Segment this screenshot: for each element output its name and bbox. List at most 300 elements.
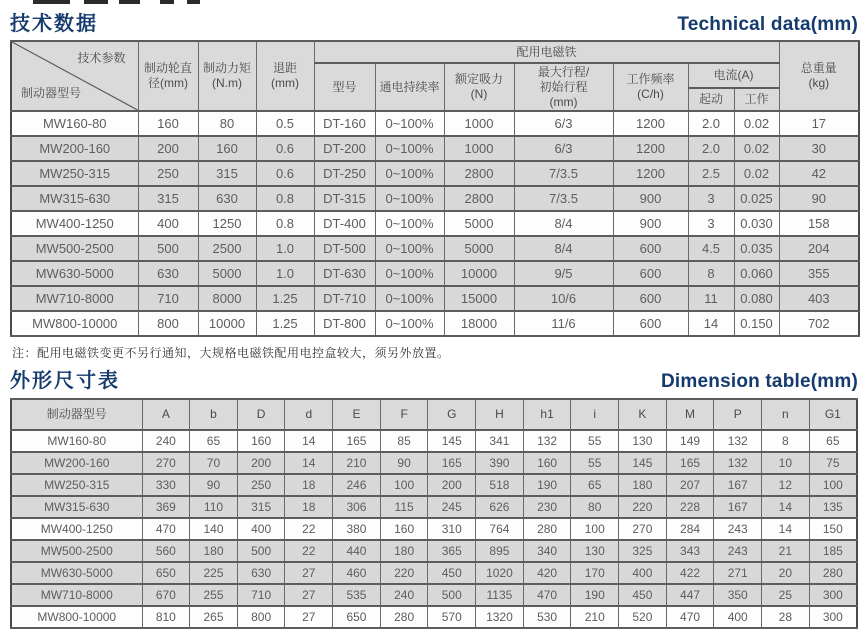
value-cell: 630 (138, 261, 198, 286)
section1-title-en: Technical data(mm) (677, 14, 858, 35)
tech-table-body (11, 111, 859, 336)
value-cell: 5000 (444, 236, 514, 261)
value-cell: 600 (613, 261, 688, 286)
value-cell: 207 (666, 474, 714, 496)
value-cell: DT-800 (314, 311, 375, 336)
col-header-working-frequency: 工作频率(C/h) (613, 63, 688, 111)
col-header-braking-torque: 制动力矩(N.m) (198, 41, 256, 111)
value-cell: 460 (333, 562, 381, 584)
value-cell: 470 (666, 606, 714, 628)
col-header-max-initial-stroke: 最大行程/初始行程(mm) (514, 63, 613, 111)
value-cell: 20 (762, 562, 810, 584)
brake-model-cell: MW250-315 (11, 161, 138, 186)
value-cell: 8/4 (514, 236, 613, 261)
dim-col-header: K (619, 399, 667, 430)
value-cell: 70 (190, 452, 238, 474)
value-cell: 520 (619, 606, 667, 628)
value-cell: 132 (523, 430, 571, 452)
value-cell: 85 (380, 430, 428, 452)
value-cell: 702 (779, 311, 859, 336)
value-cell: 18000 (444, 311, 514, 336)
value-cell: 440 (333, 540, 381, 562)
value-cell: 0.030 (734, 211, 779, 236)
dim-col-header: n (762, 399, 810, 430)
brake-model-cell: MW400-1250 (11, 211, 138, 236)
value-cell: 270 (142, 452, 190, 474)
technical-data-table (10, 40, 860, 337)
value-cell: 18 (285, 496, 333, 518)
value-cell: 0~100% (375, 161, 444, 186)
value-cell: 895 (476, 540, 524, 562)
value-cell: 1200 (613, 161, 688, 186)
value-cell: 400 (714, 606, 762, 628)
corner-bottom-label: 制动器型号 (21, 86, 82, 100)
section2-header (10, 364, 858, 393)
value-cell: 200 (237, 452, 285, 474)
value-cell: 284 (666, 518, 714, 540)
crop-artifact (119, 0, 140, 4)
value-cell: 0.02 (734, 161, 779, 186)
brake-model-cell: MW160-80 (11, 111, 138, 136)
value-cell: 355 (779, 261, 859, 286)
value-cell: 90 (380, 452, 428, 474)
brake-model-cell: MW315-630 (11, 496, 142, 518)
value-cell: 14 (762, 496, 810, 518)
dim-col-header: h1 (523, 399, 571, 430)
value-cell: 0.6 (256, 136, 314, 161)
value-cell: 1200 (613, 111, 688, 136)
value-cell: 10 (762, 452, 810, 474)
value-cell: 422 (666, 562, 714, 584)
value-cell: 160 (380, 518, 428, 540)
value-cell: 340 (523, 540, 571, 562)
value-cell: DT-630 (314, 261, 375, 286)
value-cell: 220 (619, 496, 667, 518)
value-cell: 1320 (476, 606, 524, 628)
dim-col-header-model: 制动器型号 (11, 399, 142, 430)
value-cell: 369 (142, 496, 190, 518)
value-cell: 100 (380, 474, 428, 496)
brake-model-cell: MW710-8000 (11, 584, 142, 606)
value-cell: 4.5 (688, 236, 734, 261)
value-cell: 22 (285, 518, 333, 540)
value-cell: 0~100% (375, 311, 444, 336)
brake-model-cell: MW200-160 (11, 452, 142, 474)
value-cell: 250 (138, 161, 198, 186)
value-cell: 75 (809, 452, 857, 474)
value-cell: 900 (613, 211, 688, 236)
value-cell: 7/3.5 (514, 161, 613, 186)
value-cell: 190 (571, 584, 619, 606)
value-cell: DT-250 (314, 161, 375, 186)
value-cell: 15000 (444, 286, 514, 311)
value-cell: 135 (809, 496, 857, 518)
value-cell: 0~100% (375, 211, 444, 236)
dim-col-header: H (476, 399, 524, 430)
value-cell: 14 (762, 518, 810, 540)
value-cell: 0.6 (256, 161, 314, 186)
value-cell: 11/6 (514, 311, 613, 336)
value-cell: 65 (190, 430, 238, 452)
value-cell: 535 (333, 584, 381, 606)
value-cell: 130 (619, 430, 667, 452)
value-cell: 400 (237, 518, 285, 540)
value-cell: 246 (333, 474, 381, 496)
table-row (11, 161, 859, 186)
table-row (11, 136, 859, 161)
dim-col-header: i (571, 399, 619, 430)
value-cell: 65 (809, 430, 857, 452)
value-cell: 2800 (444, 161, 514, 186)
value-cell: 315 (198, 161, 256, 186)
value-cell: 300 (809, 606, 857, 628)
value-cell: 1000 (444, 111, 514, 136)
value-cell: 570 (428, 606, 476, 628)
value-cell: 132 (714, 430, 762, 452)
value-cell: 1.25 (256, 311, 314, 336)
col-header-duty-cycle: 通电持续率 (375, 63, 444, 111)
crop-artifact (33, 0, 70, 4)
value-cell: 10000 (198, 311, 256, 336)
value-cell: 255 (190, 584, 238, 606)
col-header-total-weight: 总重量(kg) (779, 41, 859, 111)
value-cell: 180 (190, 540, 238, 562)
dim-col-header: d (285, 399, 333, 430)
value-cell: 6/3 (514, 136, 613, 161)
value-cell: DT-400 (314, 211, 375, 236)
dim-col-header: D (237, 399, 285, 430)
table-row (11, 186, 859, 211)
value-cell: 14 (285, 452, 333, 474)
table-row (11, 430, 857, 452)
value-cell: 8000 (198, 286, 256, 311)
brake-model-cell: MW630-5000 (11, 562, 142, 584)
value-cell: 167 (714, 496, 762, 518)
value-cell: 2800 (444, 186, 514, 211)
brake-model-cell: MW315-630 (11, 186, 138, 211)
brake-model-cell: MW500-2500 (11, 236, 138, 261)
value-cell: 0.02 (734, 111, 779, 136)
value-cell: 270 (619, 518, 667, 540)
value-cell: 560 (142, 540, 190, 562)
value-cell: 764 (476, 518, 524, 540)
value-cell: 1.0 (256, 261, 314, 286)
dimension-table (10, 398, 858, 629)
dim-col-header: E (333, 399, 381, 430)
value-cell: 185 (809, 540, 857, 562)
section2-title-en: Dimension table(mm) (661, 371, 858, 392)
value-cell: 225 (190, 562, 238, 584)
value-cell: 200 (138, 136, 198, 161)
value-cell: 530 (523, 606, 571, 628)
brake-model-cell: MW630-5000 (11, 261, 138, 286)
value-cell: 240 (380, 584, 428, 606)
value-cell: 630 (198, 186, 256, 211)
table-row (11, 111, 859, 136)
value-cell: 210 (571, 606, 619, 628)
value-cell: 21 (762, 540, 810, 562)
value-cell: 280 (523, 518, 571, 540)
value-cell: 180 (619, 474, 667, 496)
section1-header (10, 7, 858, 36)
dim-col-header: G (428, 399, 476, 430)
table-row (11, 311, 859, 336)
value-cell: 650 (333, 606, 381, 628)
value-cell: 300 (809, 584, 857, 606)
group-header-magnet: 配用电磁铁 (314, 41, 779, 63)
value-cell: 80 (198, 111, 256, 136)
brake-model-cell: MW400-1250 (11, 518, 142, 540)
value-cell: 7/3.5 (514, 186, 613, 211)
value-cell: 365 (428, 540, 476, 562)
value-cell: 245 (428, 496, 476, 518)
dim-col-header: A (142, 399, 190, 430)
brake-model-cell: MW160-80 (11, 430, 142, 452)
crop-artifact (187, 0, 200, 4)
value-cell: 500 (428, 584, 476, 606)
value-cell: 500 (237, 540, 285, 562)
value-cell: 145 (428, 430, 476, 452)
value-cell: 450 (428, 562, 476, 584)
value-cell: 243 (714, 540, 762, 562)
value-cell: 2.0 (688, 136, 734, 161)
value-cell: 0.8 (256, 211, 314, 236)
dim-col-header: F (380, 399, 428, 430)
value-cell: 280 (809, 562, 857, 584)
value-cell: DT-710 (314, 286, 375, 311)
table-row (11, 562, 857, 584)
value-cell: 710 (138, 286, 198, 311)
value-cell: 165 (333, 430, 381, 452)
value-cell: 145 (619, 452, 667, 474)
value-cell: 160 (523, 452, 571, 474)
value-cell: 626 (476, 496, 524, 518)
value-cell: 2.5 (688, 161, 734, 186)
value-cell: 9/5 (514, 261, 613, 286)
value-cell: 14 (285, 430, 333, 452)
value-cell: DT-160 (314, 111, 375, 136)
value-cell: 2500 (198, 236, 256, 261)
value-cell: 18 (285, 474, 333, 496)
value-cell: 80 (571, 496, 619, 518)
brake-model-cell: MW710-8000 (11, 286, 138, 311)
value-cell: 400 (138, 211, 198, 236)
value-cell: 65 (571, 474, 619, 496)
value-cell: 403 (779, 286, 859, 311)
value-cell: 90 (190, 474, 238, 496)
value-cell: 2.0 (688, 111, 734, 136)
value-cell: 55 (571, 452, 619, 474)
value-cell: 1.0 (256, 236, 314, 261)
col-header-rated-suction: 额定吸力(N) (444, 63, 514, 111)
value-cell: 170 (571, 562, 619, 584)
value-cell: 250 (237, 474, 285, 496)
dim-table-body (11, 430, 857, 628)
value-cell: 220 (380, 562, 428, 584)
value-cell: 600 (613, 286, 688, 311)
value-cell: 380 (333, 518, 381, 540)
value-cell: 3 (688, 211, 734, 236)
value-cell: 22 (285, 540, 333, 562)
table-row (11, 496, 857, 518)
value-cell: 30 (779, 136, 859, 161)
value-cell: 518 (476, 474, 524, 496)
value-cell: 470 (523, 584, 571, 606)
value-cell: 325 (619, 540, 667, 562)
value-cell: 306 (333, 496, 381, 518)
value-cell: 310 (428, 518, 476, 540)
dim-col-header: b (190, 399, 238, 430)
table-row (11, 211, 859, 236)
dim-col-header: P (714, 399, 762, 430)
value-cell: 0.035 (734, 236, 779, 261)
value-cell: 190 (523, 474, 571, 496)
table-row (11, 452, 857, 474)
value-cell: 150 (809, 518, 857, 540)
value-cell: 630 (237, 562, 285, 584)
value-cell: 5000 (444, 211, 514, 236)
value-cell: 420 (523, 562, 571, 584)
value-cell: 0~100% (375, 111, 444, 136)
value-cell: 149 (666, 430, 714, 452)
corner-header-cell (11, 41, 138, 111)
value-cell: 180 (380, 540, 428, 562)
value-cell: 350 (714, 584, 762, 606)
table-row (11, 286, 859, 311)
value-cell: 210 (333, 452, 381, 474)
value-cell: 1250 (198, 211, 256, 236)
value-cell: 27 (285, 562, 333, 584)
value-cell: 650 (142, 562, 190, 584)
value-cell: 280 (380, 606, 428, 628)
value-cell: 11 (688, 286, 734, 311)
col-header-retreat-distance: 退距(mm) (256, 41, 314, 111)
value-cell: 165 (428, 452, 476, 474)
value-cell: DT-200 (314, 136, 375, 161)
dim-header-row (11, 399, 857, 430)
value-cell: 228 (666, 496, 714, 518)
value-cell: 1.25 (256, 286, 314, 311)
value-cell: 27 (285, 584, 333, 606)
value-cell: 600 (613, 311, 688, 336)
value-cell: 230 (523, 496, 571, 518)
corner-top-label: 技术参数 (77, 51, 126, 65)
table-row (11, 261, 859, 286)
value-cell: 1200 (613, 136, 688, 161)
value-cell: 27 (285, 606, 333, 628)
value-cell: 470 (142, 518, 190, 540)
value-cell: 243 (714, 518, 762, 540)
value-cell: DT-500 (314, 236, 375, 261)
table-row (11, 236, 859, 261)
brake-model-cell: MW200-160 (11, 136, 138, 161)
value-cell: 10/6 (514, 286, 613, 311)
brake-model-cell: MW250-315 (11, 474, 142, 496)
value-cell: 0.8 (256, 186, 314, 211)
value-cell: 204 (779, 236, 859, 261)
crop-artifact (84, 0, 108, 4)
value-cell: 5000 (198, 261, 256, 286)
value-cell: 3 (688, 186, 734, 211)
value-cell: 10000 (444, 261, 514, 286)
value-cell: 500 (138, 236, 198, 261)
group-header-current: 电流(A) (688, 63, 779, 88)
col-header-brake-wheel-diameter: 制动轮直径(mm) (138, 41, 198, 111)
value-cell: 710 (237, 584, 285, 606)
col-header-current-work: 工作 (734, 88, 779, 111)
value-cell: 8 (688, 261, 734, 286)
value-cell: 8 (762, 430, 810, 452)
value-cell: 0.025 (734, 186, 779, 211)
value-cell: 90 (779, 186, 859, 211)
brake-model-cell: MW800-10000 (11, 311, 138, 336)
value-cell: 140 (190, 518, 238, 540)
value-cell: 130 (571, 540, 619, 562)
value-cell: 600 (613, 236, 688, 261)
value-cell: 0.080 (734, 286, 779, 311)
value-cell: 450 (619, 584, 667, 606)
value-cell: 42 (779, 161, 859, 186)
brake-model-cell: MW800-10000 (11, 606, 142, 628)
table-row (11, 474, 857, 496)
value-cell: 12 (762, 474, 810, 496)
table-row (11, 606, 857, 628)
value-cell: 1000 (444, 136, 514, 161)
value-cell: 0.02 (734, 136, 779, 161)
value-cell: 330 (142, 474, 190, 496)
table-row (11, 518, 857, 540)
col-header-current-start: 起动 (688, 88, 734, 111)
value-cell: 17 (779, 111, 859, 136)
value-cell: 25 (762, 584, 810, 606)
value-cell: 14 (688, 311, 734, 336)
table-row (11, 584, 857, 606)
dim-col-header: G1 (809, 399, 857, 430)
table-row (11, 540, 857, 562)
value-cell: 343 (666, 540, 714, 562)
value-cell: 810 (142, 606, 190, 628)
note-text: 注：配用电磁铁变更不另行通知，大规格电磁铁配用电控盒较大，须另外放置。 (12, 346, 450, 360)
value-cell: 132 (714, 452, 762, 474)
brake-model-cell: MW500-2500 (11, 540, 142, 562)
value-cell: 0.5 (256, 111, 314, 136)
tech-header-row-1 (11, 41, 859, 63)
value-cell: 0~100% (375, 136, 444, 161)
value-cell: DT-315 (314, 186, 375, 211)
value-cell: 6/3 (514, 111, 613, 136)
value-cell: 265 (190, 606, 238, 628)
value-cell: 670 (142, 584, 190, 606)
value-cell: 200 (428, 474, 476, 496)
value-cell: 165 (666, 452, 714, 474)
value-cell: 0~100% (375, 286, 444, 311)
dim-col-header: M (666, 399, 714, 430)
section1-title-cn: 技术数据 (10, 13, 98, 35)
value-cell: 0~100% (375, 186, 444, 211)
value-cell: 115 (380, 496, 428, 518)
value-cell: 800 (237, 606, 285, 628)
value-cell: 160 (237, 430, 285, 452)
value-cell: 0~100% (375, 261, 444, 286)
value-cell: 8/4 (514, 211, 613, 236)
value-cell: 28 (762, 606, 810, 628)
value-cell: 110 (190, 496, 238, 518)
value-cell: 341 (476, 430, 524, 452)
value-cell: 55 (571, 430, 619, 452)
value-cell: 447 (666, 584, 714, 606)
value-cell: 158 (779, 211, 859, 236)
value-cell: 315 (237, 496, 285, 518)
